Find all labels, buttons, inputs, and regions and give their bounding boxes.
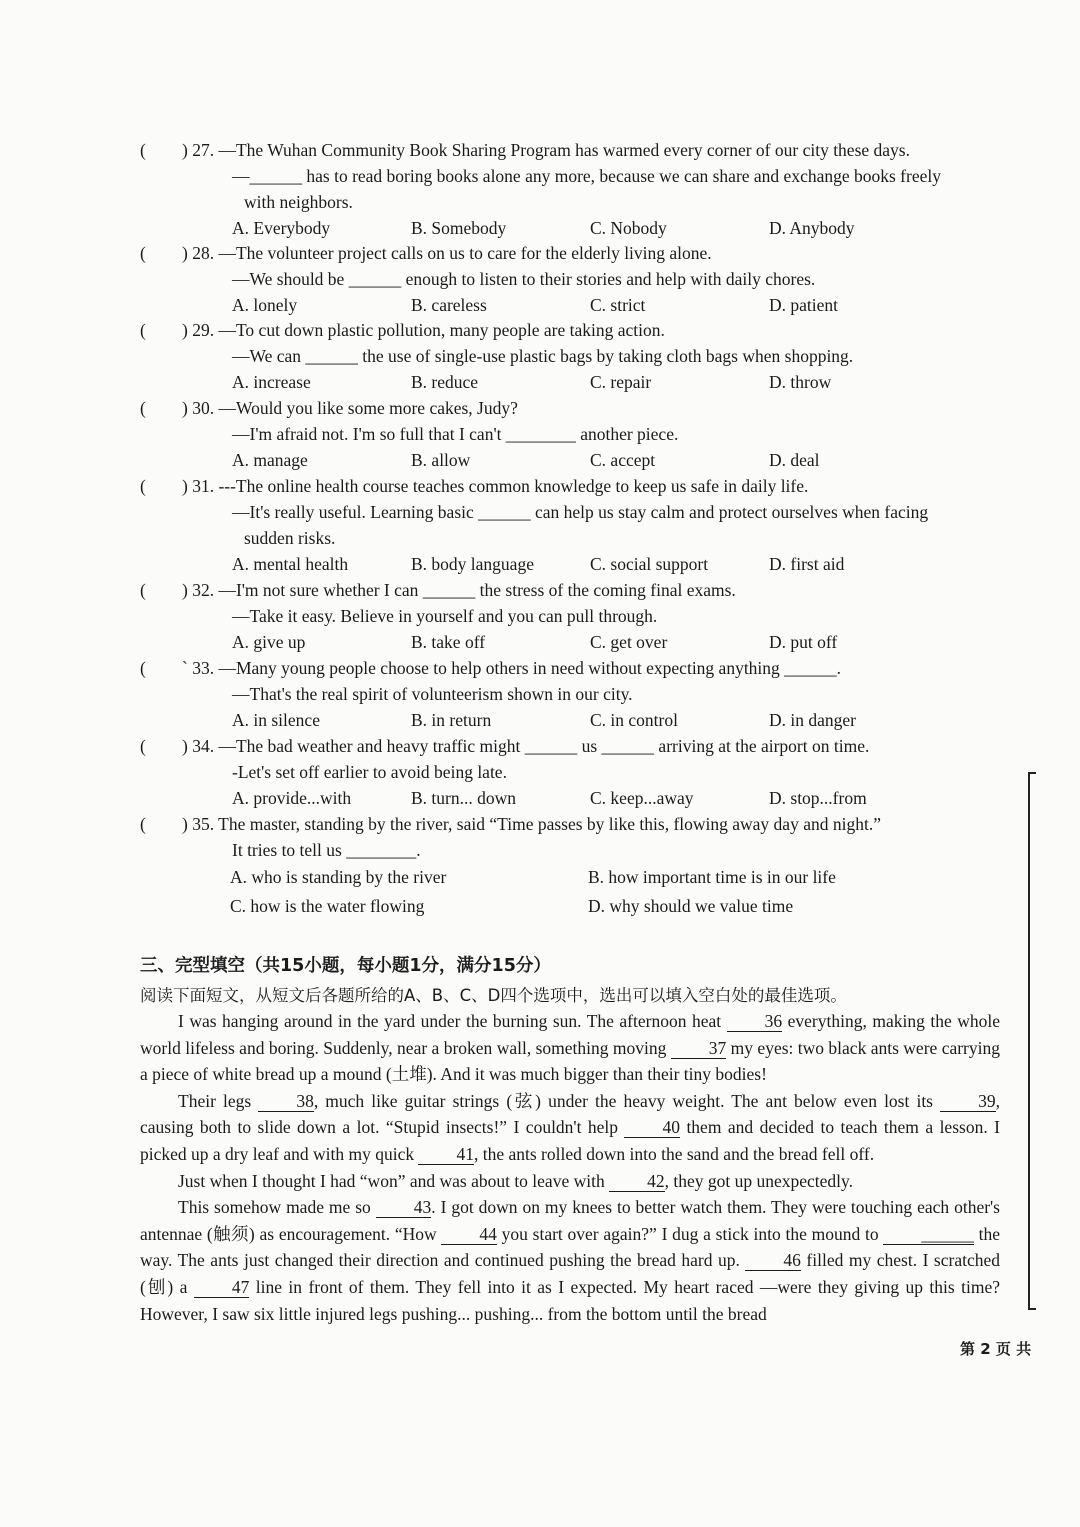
cloze-blank[interactable]: 37: [671, 1038, 727, 1059]
cloze-blank[interactable]: 43: [376, 1197, 432, 1218]
question-item: [140, 395, 1020, 473]
question-item: [140, 240, 1020, 318]
answer-option[interactable]: C. in control: [590, 710, 678, 730]
answer-option[interactable]: C. keep...away: [590, 788, 694, 808]
section-title: 三、完型填空（共15小题，每小题1分，满分15分）: [140, 956, 551, 976]
passage-text: my eyes: two black ants were carrying a piece of white bread up a mound (土堆). And it was much bigger than their tiny bodies!: [140, 1037, 1000, 1085]
passage-paragraph: [140, 1008, 1000, 1088]
passage-paragraph: [140, 1194, 1000, 1327]
section-instruction: 阅读下面短文，从短文后各题所给的A、B、C、D四个选项中，选出可以填入空白处的最佳选项。: [140, 986, 847, 1005]
question-text: —That's the real spirit of volunteerism shown in our city.: [232, 684, 633, 704]
answer-option[interactable]: D. stop...from: [769, 788, 867, 808]
question-text: —Would you like some more cakes, Judy?: [218, 398, 518, 418]
question-number: ) 28.: [182, 243, 219, 263]
cloze-blank[interactable]: 39: [940, 1091, 996, 1112]
answer-option[interactable]: A. in silence: [232, 710, 320, 730]
option-row: [140, 551, 1020, 577]
cloze-blank[interactable]: 44: [441, 1224, 497, 1245]
option-row: [140, 292, 1020, 318]
option-row: [140, 369, 1020, 395]
answer-option[interactable]: D. deal: [769, 450, 820, 470]
question-text: —______ has to read boring books alone any more, because we can share and exchange books freely: [232, 166, 941, 186]
answer-option[interactable]: B. reduce: [411, 372, 479, 392]
answer-option[interactable]: C. strict: [590, 295, 646, 315]
answer-option[interactable]: B. turn... down: [411, 788, 516, 808]
question-number: ) 27.: [182, 140, 219, 160]
answer-option[interactable]: D. put off: [769, 632, 838, 652]
question-text: —Many young people choose to help others in need without expecting anything ______.: [218, 658, 842, 678]
question-number: ` 33.: [182, 658, 219, 678]
question-text: It tries to tell us ________.: [232, 840, 421, 860]
cloze-blank[interactable]: 46: [745, 1250, 801, 1271]
option-row: [140, 863, 1020, 921]
margin-bracket: [1028, 772, 1036, 1310]
cloze-blank[interactable]: 38: [258, 1091, 314, 1112]
question-text: —We should be ______ enough to listen to their stories and help with daily chores.: [232, 269, 816, 289]
option-row: [140, 215, 1020, 241]
passage-text: Just when I thought I had “won” and was about to leave with: [178, 1170, 610, 1191]
passage-text: , they got up unexpectedly.: [664, 1170, 853, 1191]
question-item: [140, 811, 1020, 921]
passage-text: I was hanging around in the yard under the burning sun. The afternoon heat: [178, 1011, 727, 1031]
passage-paragraph: [140, 1168, 1000, 1195]
answer-option[interactable]: A. Everybody: [232, 218, 331, 238]
question-text: -Let's set off earlier to avoid being late.: [232, 762, 507, 782]
passage-text: . I got down on my knees to better watch them. They were touching each other's antennae (触须) as encouragement. “How: [140, 1197, 1000, 1244]
cloze-blank[interactable]: ______: [883, 1224, 974, 1245]
question-text: —The bad weather and heavy traffic might ______ us ______ arriving at the airport on time.: [218, 736, 870, 756]
passage-text: Their legs: [178, 1090, 259, 1111]
question-number: ) 30.: [182, 398, 219, 418]
question-item: [140, 473, 1020, 577]
page-footer: 第 2 页 共: [960, 1340, 1032, 1358]
answer-option[interactable]: D. Anybody: [769, 218, 855, 238]
question-text: —We can ______ the use of single-use plastic bags by taking cloth bags when shopping.: [232, 346, 854, 366]
passage-text: line in front of them. They fell into it as I expected. My heart raced —were they giving up this time? However, I saw six little injured legs pushing... pushing... from the bottom until the bread: [140, 1276, 1000, 1324]
answer-option[interactable]: D. first aid: [769, 554, 845, 574]
question-text: —I'm not sure whether I can ______ the stress of the coming final exams.: [218, 580, 736, 600]
question-text: The master, standing by the river, said “Time passes by like this, flowing away day and night.”: [218, 814, 881, 834]
answer-option[interactable]: B. Somebody: [411, 218, 507, 238]
answer-option[interactable]: A. who is standing by the river: [230, 867, 447, 887]
passage-text: filled my chest. I scratched (刨) a: [140, 1250, 1000, 1297]
question-text: —I'm afraid not. I'm so full that I can't ________ another piece.: [232, 424, 679, 444]
cloze-blank[interactable]: 47: [194, 1277, 250, 1298]
answer-option[interactable]: B. careless: [411, 295, 487, 315]
cloze-blank[interactable]: 40: [624, 1117, 680, 1138]
answer-option[interactable]: A. provide...with: [232, 788, 352, 808]
question-text: —It's really useful. Learning basic ______ can help us stay calm and protect ourselves when facing: [232, 502, 929, 522]
answer-option[interactable]: B. take off: [411, 632, 486, 652]
answer-option[interactable]: B. how important time is in our life: [588, 867, 836, 887]
option-row: [140, 785, 1020, 811]
question-text: with neighbors.: [244, 192, 353, 212]
answer-option[interactable]: B. allow: [411, 450, 471, 470]
passage-text: them and decided to teach them a lesson. I picked up a dry leaf and with my quick: [140, 1117, 1000, 1164]
question-number: ) 31.: [182, 476, 219, 496]
option-row: [140, 629, 1020, 655]
cloze-blank[interactable]: 42: [609, 1171, 665, 1192]
answer-option[interactable]: A. lonely: [232, 295, 298, 315]
question-number: ) 35.: [182, 814, 219, 834]
passage-text: , the ants rolled down into the sand and the bread fell off.: [473, 1143, 875, 1164]
question-text: —Take it easy. Believe in yourself and you can pull through.: [232, 606, 658, 626]
answer-option[interactable]: A. give up: [232, 632, 306, 652]
passage-text: , much like guitar strings (弦) under the heavy weight. The ant below even lost its: [313, 1090, 941, 1111]
question-text: —The volunteer project calls on us to care for the elderly living alone.: [218, 243, 712, 263]
answer-option[interactable]: C. how is the water flowing: [230, 896, 425, 916]
answer-option[interactable]: C. Nobody: [590, 218, 667, 238]
passage-text: the way. The ants just changed their direction and continued pushing the bread hard up.: [140, 1223, 1000, 1271]
option-row: [140, 707, 1020, 733]
answer-option[interactable]: A. increase: [232, 372, 311, 392]
answer-option[interactable]: C. get over: [590, 632, 668, 652]
question-number: ) 29.: [182, 320, 219, 340]
passage-text: This somehow made me so: [178, 1197, 376, 1218]
question-text: —To cut down plastic pollution, many people are taking action.: [218, 320, 665, 340]
question-text: ---The online health course teaches common knowledge to keep us safe in daily life.: [218, 476, 809, 496]
passage-text: , causing both to slide down a lot. “Stupid insects!” I couldn't help: [140, 1090, 1000, 1138]
answer-option[interactable]: D. in danger: [769, 710, 856, 730]
option-row: [140, 447, 1020, 473]
question-item: [140, 655, 1020, 733]
answer-option[interactable]: C. repair: [590, 372, 652, 392]
answer-option[interactable]: C. accept: [590, 450, 656, 470]
question-text: sudden risks.: [244, 528, 336, 548]
passage-paragraph: [140, 1088, 1000, 1168]
question-item: [140, 577, 1020, 655]
answer-option[interactable]: B. in return: [411, 710, 492, 730]
answer-option[interactable]: A. manage: [232, 450, 308, 470]
answer-option[interactable]: D. patient: [769, 295, 839, 315]
question-item: [140, 137, 1020, 241]
passage-text: everything, making the whole world lifeless and boring. Suddenly, near a broken wall, something moving: [140, 1011, 1000, 1058]
answer-option[interactable]: B. body language: [411, 554, 534, 574]
question-item: [140, 733, 1020, 811]
answer-option[interactable]: A. mental health: [232, 554, 349, 574]
cloze-blank[interactable]: 36: [727, 1011, 783, 1032]
question-number: ) 32.: [182, 580, 219, 600]
cloze-passage: [140, 1008, 1000, 1327]
question-number: ) 34.: [182, 736, 219, 756]
question-item: [140, 317, 1020, 395]
answer-option[interactable]: D. why should we value time: [588, 896, 794, 916]
cloze-blank[interactable]: 41: [418, 1144, 474, 1165]
passage-text: you start over again?” I dug a stick into the mound to: [496, 1223, 884, 1244]
answer-option[interactable]: D. throw: [769, 372, 832, 392]
answer-option[interactable]: C. social support: [590, 554, 709, 574]
question-text: —The Wuhan Community Book Sharing Program has warmed every corner of our city these days.: [218, 140, 910, 160]
